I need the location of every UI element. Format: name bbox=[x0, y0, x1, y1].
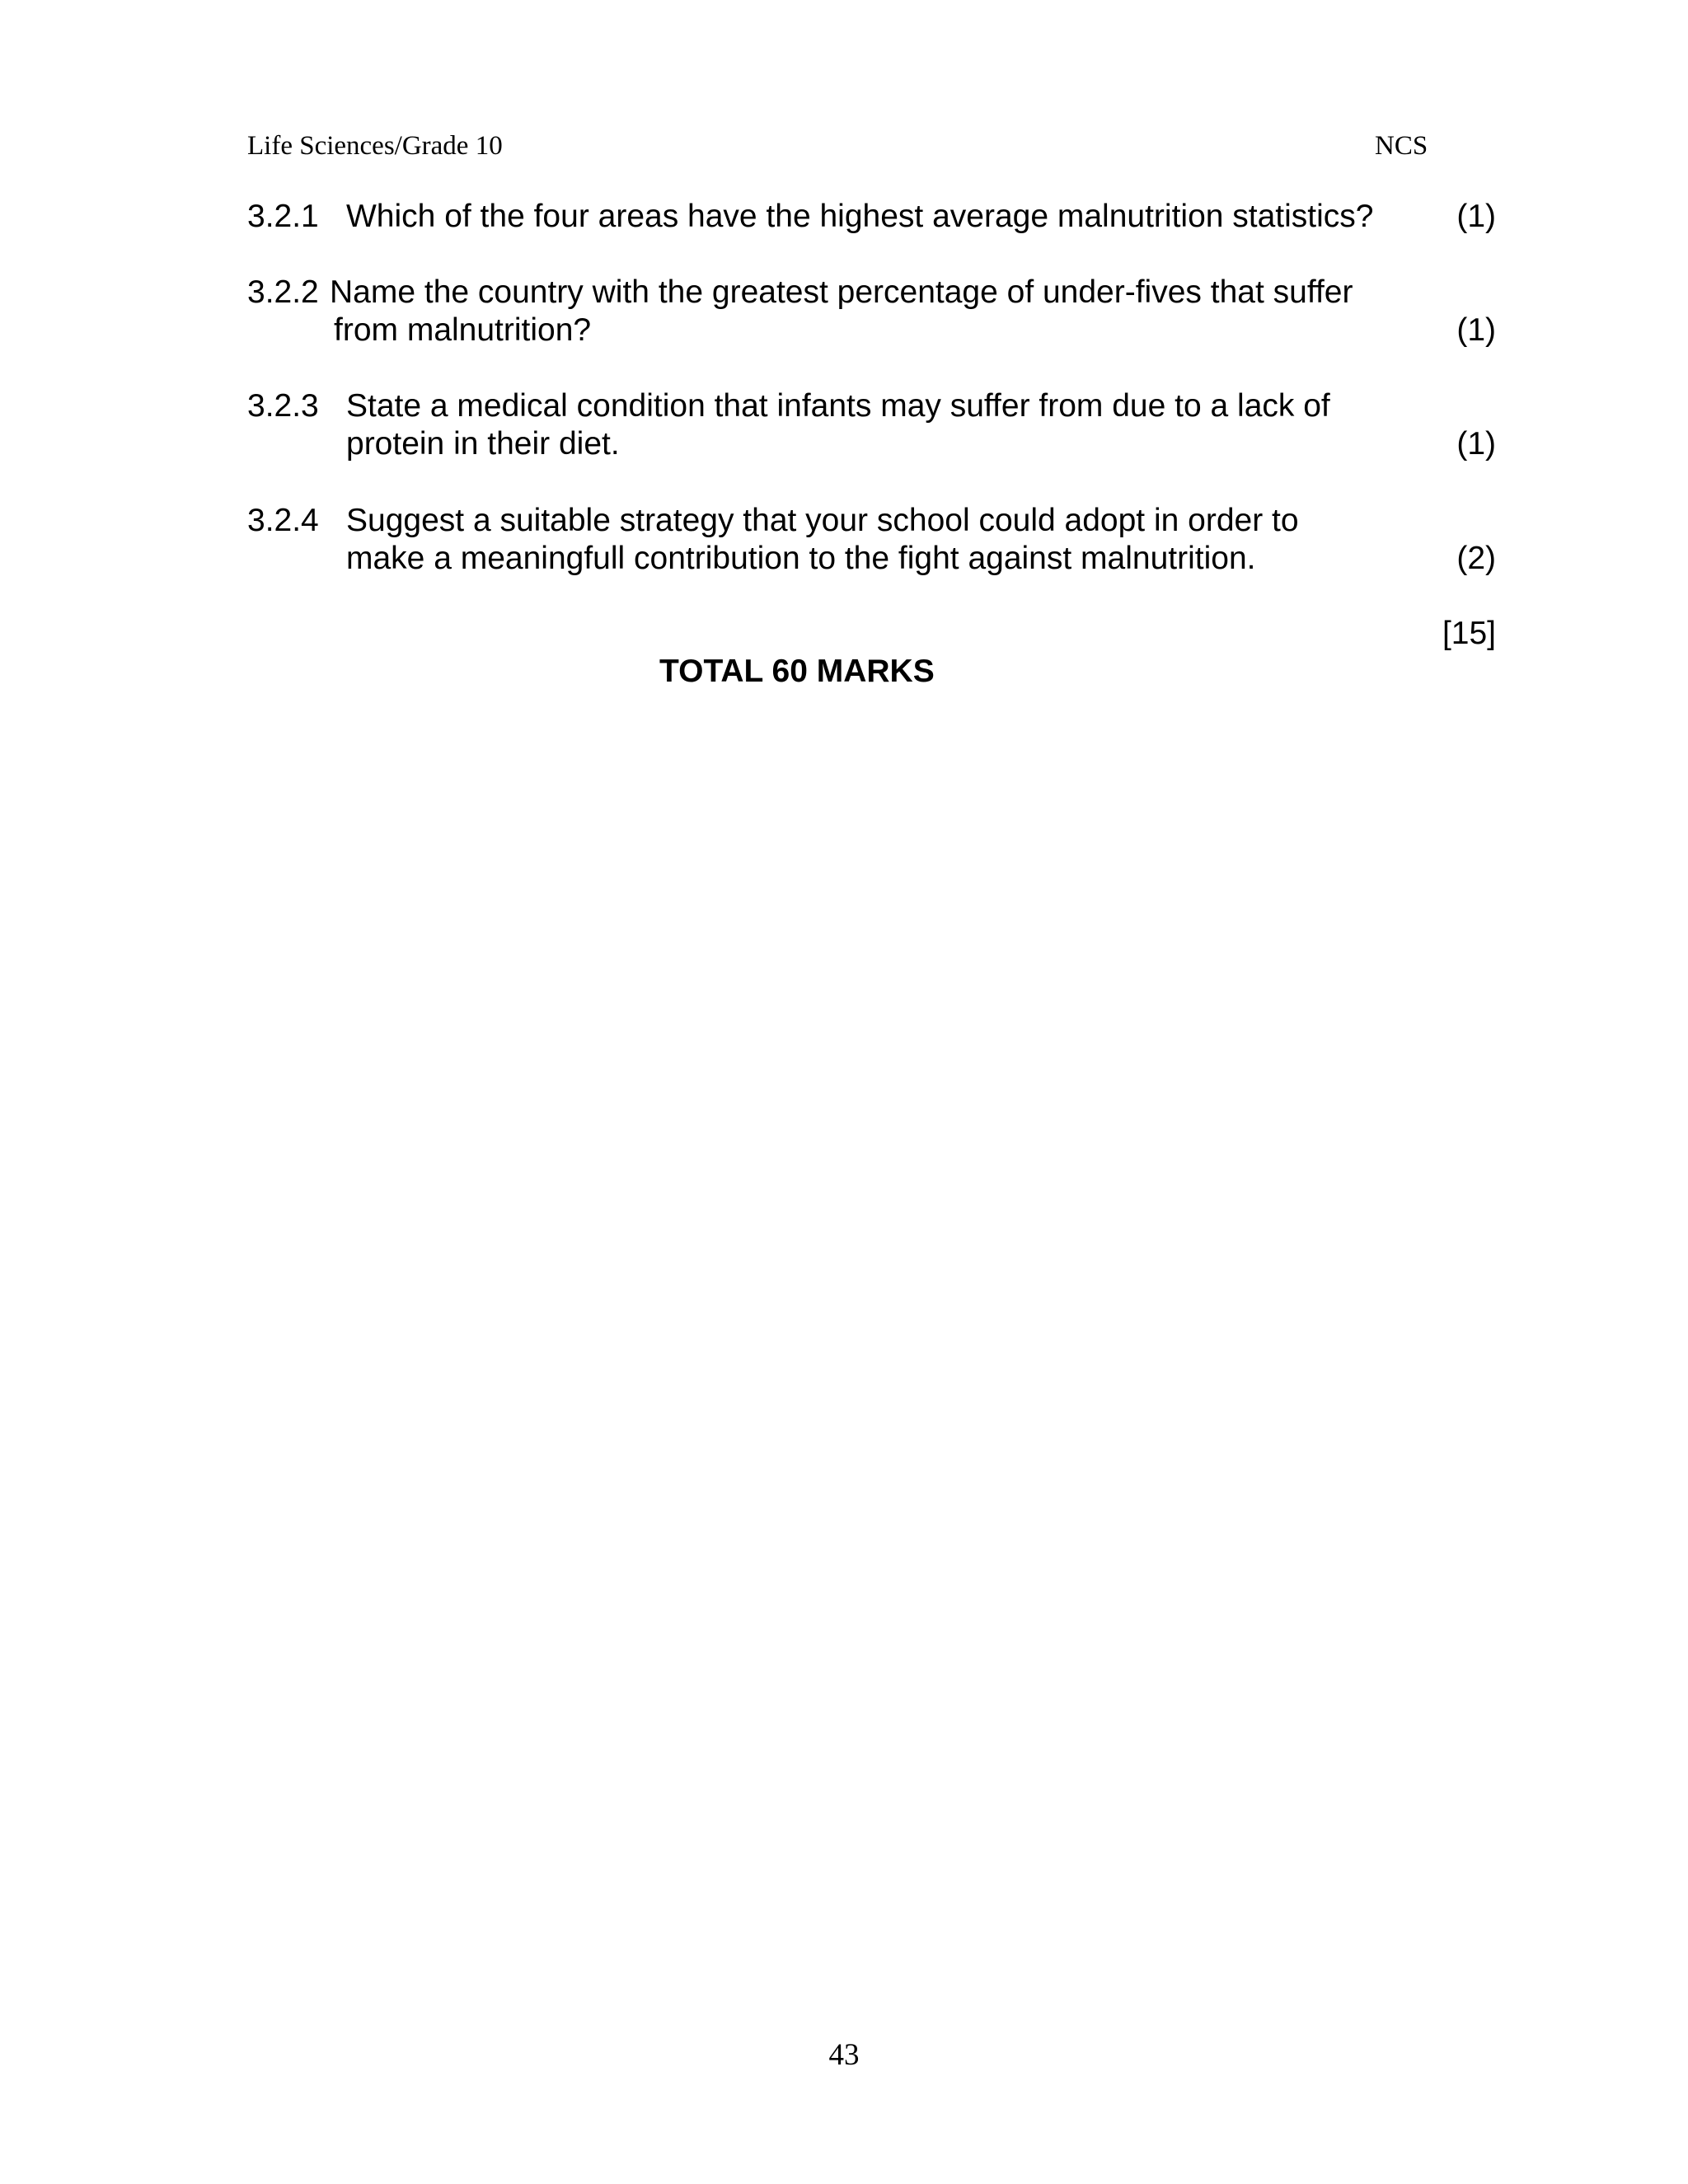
question-line: State a medical condition that infants may suffer from due to a lack of bbox=[346, 388, 1330, 424]
question-3-2-4 bbox=[247, 502, 1496, 578]
question-number: 3.2.3 bbox=[247, 388, 319, 424]
question-number: 3.2.2 bbox=[247, 274, 319, 310]
question-line: make a meaningfull contribution to the fight against malnutrition. bbox=[346, 541, 1256, 576]
question-number: 3.2.1 bbox=[247, 199, 319, 234]
question-number: 3.2.4 bbox=[247, 503, 319, 538]
question-marks: (1) bbox=[1456, 312, 1496, 348]
question-3-2-1 bbox=[247, 198, 1496, 236]
question-3-2-3 bbox=[247, 387, 1496, 463]
question-text bbox=[346, 387, 1517, 463]
grand-total: TOTAL 60 MARKS bbox=[659, 654, 935, 689]
section-total: [15] bbox=[1442, 616, 1496, 651]
question-line: Name the country with the greatest percentage of under-fives that suffer bbox=[330, 274, 1353, 310]
question-3-2-2 bbox=[247, 274, 1496, 349]
question-text bbox=[330, 274, 1517, 349]
question-text bbox=[346, 502, 1517, 578]
question-line: Suggest a suitable strategy that your school could adopt in order to bbox=[346, 503, 1299, 538]
question-marks: (1) bbox=[1456, 426, 1496, 462]
question-line: Which of the four areas have the highest average malnutrition statistics? bbox=[346, 199, 1374, 234]
question-line: from malnutrition? bbox=[334, 312, 592, 348]
question-marks: (1) bbox=[1456, 199, 1496, 234]
question-marks: (2) bbox=[1456, 541, 1496, 576]
header-subject: Life Sciences/Grade 10 bbox=[247, 131, 503, 161]
question-line: protein in their diet. bbox=[346, 426, 620, 462]
page-number: 43 bbox=[828, 2038, 860, 2072]
header-curriculum: NCS bbox=[1375, 131, 1428, 161]
question-text bbox=[346, 198, 1517, 236]
